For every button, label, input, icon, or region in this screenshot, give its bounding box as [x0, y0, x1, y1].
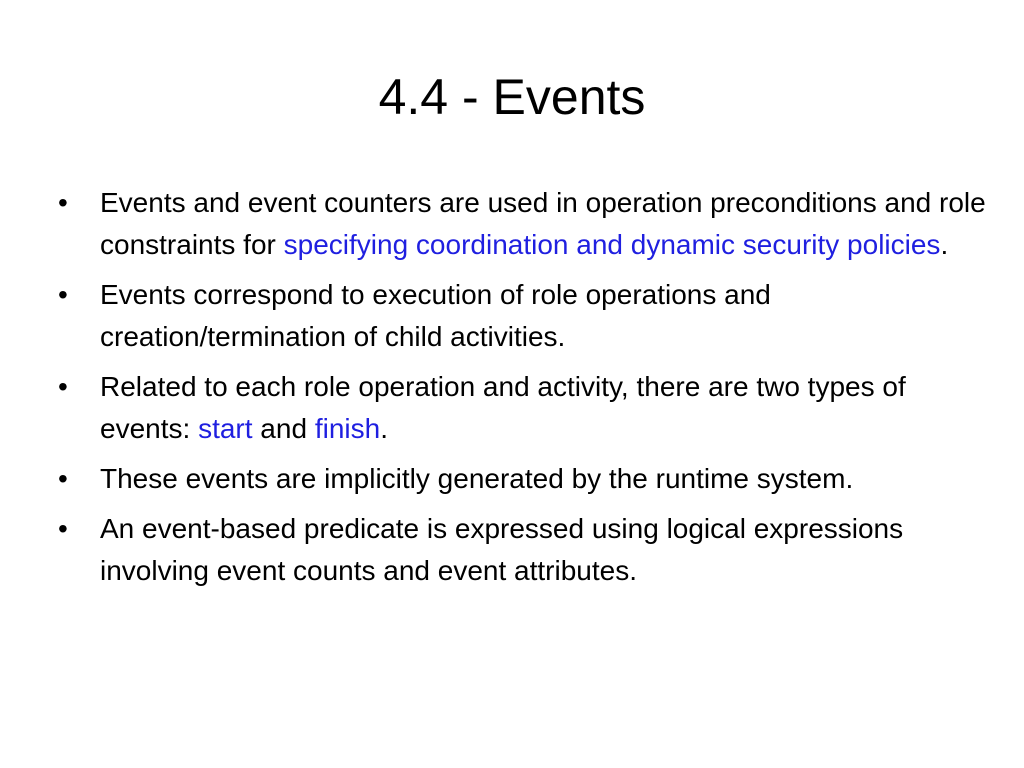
highlighted-text: start [198, 413, 253, 444]
bullet-icon: • [58, 279, 68, 310]
bullet-item [58, 182, 988, 266]
highlighted-text: specifying coordination and dynamic security policies [283, 229, 941, 260]
bullet-text: Related to each role operation and activity, there are two types of events: [100, 371, 906, 444]
bullet-text: . [380, 413, 388, 444]
bullet-text: and [252, 413, 315, 444]
bullet-item [58, 274, 988, 358]
bullet-text: These events are implicitly generated by the runtime system. [100, 463, 854, 494]
bullet-text: An event-based predicate is expressed using logical expressions involving event counts and event attributes. [100, 513, 904, 586]
slide-title: 4.4 - Events [378, 69, 646, 125]
bullet-item [58, 508, 988, 592]
bullet-text: Events and event counters are used in operation preconditions and role constraints for [100, 187, 986, 260]
bullet-item [58, 458, 988, 500]
bullet-text: Events correspond to execution of role operations and creation/termination of child activities. [100, 279, 771, 352]
bullet-icon: • [58, 371, 68, 402]
bullet-icon: • [58, 463, 68, 494]
highlighted-text: finish [314, 413, 381, 444]
bullet-icon: • [58, 187, 68, 218]
bullet-icon: • [58, 513, 68, 544]
bullet-list [58, 182, 988, 600]
bullet-item [58, 366, 988, 450]
bullet-text: . [940, 229, 949, 260]
